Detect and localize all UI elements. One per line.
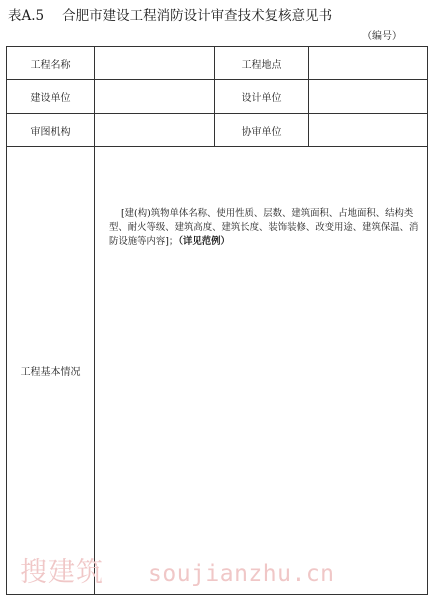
project-location-label: 工程地点 bbox=[215, 47, 309, 79]
watermark-site-name: 搜建筑 bbox=[20, 557, 104, 588]
project-overview-field[interactable] bbox=[95, 147, 427, 594]
project-overview-label: 工程基本情况 bbox=[7, 147, 95, 594]
project-name-label: 工程名称 bbox=[7, 47, 95, 79]
co-review-unit-field[interactable] bbox=[309, 114, 427, 146]
document-title bbox=[8, 6, 428, 26]
design-unit-label: 设计单位 bbox=[215, 80, 309, 113]
overview-description-text: [建(构)筑物单体名称、使用性质、层数、建筑面积、占地面积、结构类型、耐火等级、建筑高度、建筑长度、装饰装修、改变用途、建筑保温、消防设施等内容]； bbox=[109, 208, 419, 247]
design-unit-field[interactable] bbox=[309, 80, 427, 113]
review-form-table bbox=[6, 46, 428, 595]
see-example-note: （详见范例） bbox=[178, 236, 230, 247]
review-agency-field[interactable] bbox=[95, 114, 215, 146]
construction-unit-field[interactable] bbox=[95, 80, 215, 113]
table-number: 表A.5 bbox=[8, 8, 45, 24]
title-text: 合肥市建设工程消防设计审查技术复核意见书 bbox=[62, 8, 333, 24]
project-name-field[interactable] bbox=[95, 47, 215, 79]
form-row-construction-unit bbox=[7, 80, 427, 114]
form-row-review-agency bbox=[7, 114, 427, 147]
construction-unit-label: 建设单位 bbox=[7, 80, 95, 113]
serial-number-label: （编号） bbox=[362, 31, 402, 42]
form-row-project-overview bbox=[7, 147, 427, 594]
watermark-url: soujianzhu.cn bbox=[148, 561, 335, 587]
co-review-unit-label: 协审单位 bbox=[215, 114, 309, 146]
project-location-field[interactable] bbox=[309, 47, 427, 79]
form-row-project-name bbox=[7, 47, 427, 80]
project-overview-instructions bbox=[109, 207, 425, 249]
review-agency-label: 审图机构 bbox=[7, 114, 95, 146]
